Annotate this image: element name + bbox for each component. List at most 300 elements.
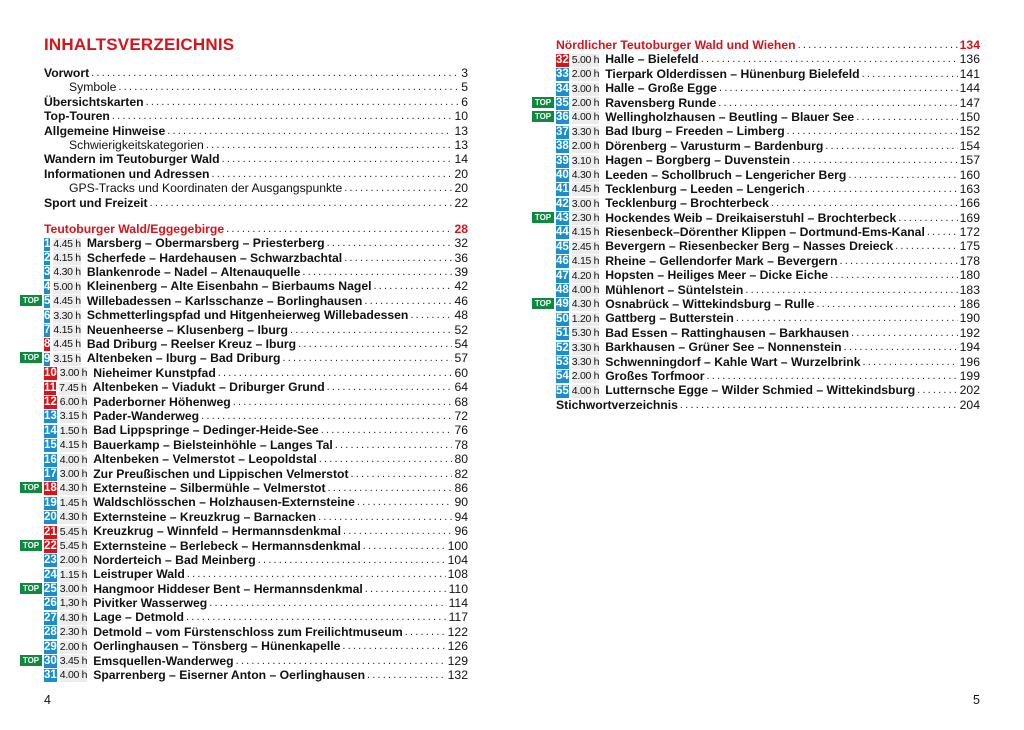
leader-dots [328, 481, 453, 495]
top-tour-badge: TOP [20, 295, 42, 306]
tour-number: 12 [44, 396, 57, 408]
tour-number: 39 [556, 154, 569, 167]
tour-entry[interactable] [556, 355, 980, 369]
tour-duration: 3.00 h [571, 82, 600, 95]
toc-entry[interactable] [44, 138, 468, 152]
entry-page: 6 [461, 94, 468, 109]
tour-name: Neuenheerse – Klusenberg – Iburg [86, 322, 288, 337]
leader-dots [863, 355, 958, 369]
toc-entry[interactable] [44, 80, 468, 94]
tour-entry[interactable] [44, 452, 468, 466]
tour-entry[interactable] [44, 366, 468, 380]
tour-duration: 4.30 h [59, 511, 88, 524]
tour-number: 8 [44, 338, 51, 351]
tour-number: 31 [44, 669, 57, 682]
leader-dots [856, 110, 957, 124]
leader-dots [218, 366, 453, 380]
toc-entry[interactable] [44, 196, 468, 210]
tour-duration: 4.15 h [59, 439, 88, 452]
tour-name: Tecklenburg – Brochterbeck [605, 196, 769, 211]
leader-dots [848, 168, 957, 182]
tour-page: 104 [447, 552, 468, 567]
leader-dots [150, 196, 453, 210]
top-tour-badge: TOP [20, 540, 42, 551]
tour-entry[interactable] [556, 196, 980, 210]
tour-number: 48 [556, 284, 569, 297]
tour-page: 160 [959, 167, 980, 182]
tour-number: 28 [44, 626, 57, 639]
tour-name: Hopsten – Heiliges Meer – Dicke Eiche [605, 268, 829, 283]
tour-duration: 2.45 h [571, 240, 600, 253]
leader-dots [344, 251, 452, 265]
tour-number: 38 [556, 140, 569, 153]
tour-entry[interactable] [534, 109, 980, 124]
leader-dots [363, 539, 446, 553]
tour-page: 52 [454, 322, 468, 337]
tour-duration: 4.45 h [571, 183, 600, 196]
tour-entry[interactable] [556, 168, 980, 182]
tour-entry[interactable] [556, 153, 980, 167]
leader-dots [736, 311, 958, 325]
tour-entry[interactable] [44, 495, 468, 509]
tour-duration: 4.00 h [571, 284, 600, 297]
toc-entry[interactable] [44, 124, 468, 138]
tour-entry[interactable] [556, 326, 980, 340]
tour-duration: 4.00 h [59, 669, 88, 682]
tour-entry[interactable] [556, 182, 980, 196]
tour-name: Hangmoor Hiddeser Bent – Hermannsdenkmal [93, 581, 363, 596]
leader-dots [357, 495, 453, 509]
tour-number: 40 [556, 168, 569, 181]
tour-duration: 3.00 h [59, 367, 88, 380]
tour-duration: 3.45 h [59, 655, 88, 668]
tour-page: 190 [959, 311, 980, 326]
tour-entry[interactable] [44, 380, 468, 394]
tour-page: 68 [454, 394, 468, 409]
tour-entry[interactable] [44, 337, 468, 351]
leader-dots [343, 524, 452, 538]
tour-page: 48 [454, 308, 468, 323]
leader-dots [365, 582, 447, 596]
tour-name: Pivitker Wasserweg [93, 596, 208, 611]
tour-entry[interactable] [22, 293, 468, 308]
tour-entry[interactable] [556, 340, 980, 354]
tour-number: 1 [44, 237, 51, 250]
tour-entry[interactable] [44, 553, 468, 567]
toc-entry[interactable] [44, 66, 468, 80]
tour-page: 72 [454, 408, 468, 423]
entry-page: 204 [959, 397, 980, 412]
tour-name: Sparrenberg – Eiserner Anton – Oerlinghausen [93, 668, 366, 683]
tour-duration: 2.30 h [59, 626, 88, 639]
tour-number: 36 [556, 111, 569, 124]
entry-page: 20 [454, 166, 468, 181]
tour-number: 52 [556, 341, 569, 354]
tour-number: 14 [44, 424, 57, 437]
tour-entry[interactable] [556, 139, 980, 153]
tour-entry[interactable] [44, 279, 468, 293]
entry-title: Teutoburger Wald/Eggegebirge [44, 221, 225, 236]
tour-page: 100 [447, 538, 468, 553]
tour-number: 24 [44, 568, 57, 581]
entry-page: 5 [461, 80, 468, 95]
right-toc-list [534, 38, 980, 412]
tour-duration: 1.50 h [59, 424, 88, 437]
page-number-right: 5 [973, 693, 980, 707]
leader-dots [816, 297, 957, 311]
leader-dots [771, 196, 958, 210]
tour-page: 157 [959, 153, 980, 168]
tour-duration: 4.45 h [53, 338, 81, 351]
tour-entry[interactable] [556, 369, 980, 383]
top-tour-badge: TOP [20, 655, 42, 666]
tour-duration: 3.30 h [571, 356, 600, 368]
page-number-left: 4 [44, 693, 51, 707]
tour-page: 60 [454, 365, 468, 380]
leader-dots [745, 283, 957, 297]
tour-entry[interactable] [44, 510, 468, 524]
tour-number: 13 [44, 410, 57, 423]
tour-page: 110 [448, 581, 468, 596]
leader-dots [840, 254, 958, 268]
tour-number: 47 [556, 269, 569, 282]
tour-number: 32 [556, 53, 569, 66]
tour-entry[interactable] [44, 438, 468, 452]
leader-dots [364, 294, 452, 308]
tour-entry[interactable] [556, 283, 980, 297]
leader-dots [209, 596, 446, 610]
tour-entry[interactable] [44, 308, 468, 322]
tour-name: Bauerkamp – Bielsteinhöhle – Langes Tal [93, 437, 333, 452]
tour-duration: 4.15 h [571, 226, 600, 239]
leader-dots [917, 383, 958, 397]
leader-dots [298, 337, 452, 351]
tour-page: 82 [454, 466, 468, 481]
tour-entry[interactable] [44, 567, 468, 581]
tour-number: 26 [44, 597, 57, 610]
tour-entry[interactable] [534, 95, 980, 110]
tour-entry[interactable] [556, 239, 980, 253]
tour-number: 22 [44, 539, 57, 552]
tour-entry[interactable] [556, 383, 980, 397]
leader-dots [211, 167, 452, 181]
tour-name: Ravensberg Runde [605, 95, 717, 110]
leader-dots [851, 326, 958, 340]
tour-name: Blankenrode – Nadel – Altenauquelle [86, 265, 301, 280]
tour-name: Paderborner Höhenweg [93, 394, 231, 409]
tour-entry[interactable] [556, 124, 980, 138]
tour-number: 51 [556, 327, 569, 340]
leader-dots [186, 610, 447, 624]
tour-name: Bad Driburg – Reelser Kreuz – Iburg [86, 337, 297, 352]
tour-page: 36 [454, 250, 468, 265]
tour-duration: 3.10 h [571, 154, 600, 167]
tour-name: Externsteine – Kreuzkrug – Barnacken [93, 509, 317, 524]
leader-dots [680, 398, 958, 412]
entry-page: 14 [454, 152, 468, 167]
entry-page: 3 [461, 66, 468, 80]
leader-dots [718, 96, 957, 110]
tour-page: 183 [959, 282, 980, 297]
leader-dots [895, 239, 958, 253]
tour-number: 37 [556, 125, 569, 138]
toc-title: INHALTSVERZEICHNIS [44, 35, 235, 54]
leader-dots [335, 438, 453, 452]
tour-name: Halle – Bielefeld [605, 52, 699, 67]
tour-number: 23 [44, 554, 57, 567]
tour-number: 34 [556, 82, 569, 95]
toc-entry[interactable] [44, 152, 468, 166]
leader-dots [226, 222, 452, 236]
tour-name: Rheine – Gellendorfer Mark – Bevergern [605, 253, 838, 268]
toc-entry[interactable] [44, 95, 468, 109]
tour-duration: 1.15 h [59, 568, 88, 581]
tour-duration: 4.30 h [571, 298, 600, 311]
tour-duration: 2.00 h [59, 640, 88, 653]
toc-entry[interactable] [44, 181, 468, 195]
tour-page: 194 [959, 340, 980, 355]
tour-number: 44 [556, 226, 569, 239]
entry-title: Nördlicher Teutoburger Wald und Wiehen [556, 38, 796, 52]
tour-number: 19 [44, 496, 57, 509]
tour-number: 53 [556, 356, 569, 368]
tour-page: 154 [959, 138, 980, 153]
top-tour-badge: TOP [532, 111, 554, 122]
entry-title: Allgemeine Hinweise [44, 123, 166, 138]
toc-entry[interactable] [44, 109, 468, 123]
tour-name: Bad Iburg – Freeden – Limberg [605, 124, 785, 139]
leader-dots [927, 225, 958, 239]
tour-duration: 4.20 h [571, 269, 600, 282]
tour-number: 49 [556, 298, 569, 311]
tour-number: 50 [556, 312, 569, 325]
entry-title: Schwierigkeitskategorien [44, 138, 206, 152]
tour-duration: 2.00 h [571, 140, 600, 153]
tour-name: Norderteich – Bad Meinberg [93, 552, 256, 567]
tour-entry[interactable] [534, 297, 980, 312]
tour-entry[interactable] [556, 52, 980, 66]
tour-name: Waldschlösschen – Holzhausen-Externsteine [93, 495, 355, 510]
tour-duration: 5.45 h [59, 525, 88, 538]
tour-name: Bevergern – Riesenbecker Berg – Nasses Dreieck [605, 239, 894, 254]
leader-dots [825, 139, 957, 153]
tour-entry[interactable] [44, 265, 468, 279]
tour-number: 55 [556, 384, 569, 397]
leader-dots [410, 308, 452, 322]
tour-entry[interactable] [44, 596, 468, 610]
tour-duration: 3.30 h [571, 341, 600, 354]
tour-name: Externsteine – Silbermühle – Velmerstot [93, 480, 326, 495]
leader-dots [167, 124, 452, 138]
tour-page: 96 [454, 524, 468, 539]
leader-dots [112, 109, 453, 123]
leader-dots [233, 395, 453, 409]
tour-page: 57 [454, 351, 468, 366]
tour-number: 7 [44, 324, 51, 337]
tour-name: Riesenbeck–Dörenther Klippen – Dortmund-Ems-Kanal [605, 225, 925, 240]
tour-page: 64 [454, 380, 468, 395]
tour-duration: 4.30 h [59, 482, 88, 495]
tour-page: 46 [454, 293, 468, 308]
tour-number: 29 [44, 640, 57, 653]
leader-dots [319, 452, 453, 466]
tour-entry[interactable] [44, 409, 468, 423]
tour-page: 126 [447, 639, 468, 654]
leader-dots [405, 625, 446, 639]
tour-name: Marsberg – Obermarsberg – Priesterberg [86, 236, 325, 251]
leader-dots [798, 38, 958, 52]
leader-dots [792, 153, 958, 167]
top-tour-badge: TOP [532, 97, 554, 108]
top-tour-badge: TOP [20, 352, 42, 363]
tour-duration: 5.45 h [59, 539, 88, 552]
tour-duration: 3.00 h [59, 467, 88, 480]
tour-entry[interactable] [44, 395, 468, 409]
tour-number: 2 [44, 252, 51, 265]
tour-name: Altenbeken – Iburg – Bad Driburg [86, 351, 281, 366]
tour-number: 45 [556, 240, 569, 253]
tour-number: 33 [556, 68, 569, 81]
tour-number: 25 [44, 583, 57, 596]
tour-duration: 4.30 h [59, 611, 88, 624]
tour-duration: 3.30 h [53, 309, 81, 322]
tour-page: 199 [959, 368, 980, 383]
tour-entry[interactable] [44, 639, 468, 653]
tour-page: 202 [959, 383, 980, 398]
tour-entry[interactable] [556, 81, 980, 95]
tour-name: Hagen – Borgberg – Duvenstein [605, 153, 791, 168]
leader-dots [807, 182, 958, 196]
tour-name: Dörenberg – Varusturm – Bardenburg [605, 138, 824, 153]
tour-number: 6 [44, 309, 51, 322]
tour-entry[interactable] [44, 610, 468, 624]
tour-duration: 3.15 h [59, 410, 88, 423]
tour-entry[interactable] [534, 210, 980, 225]
section-heading[interactable] [556, 38, 980, 52]
tour-entry[interactable] [556, 268, 980, 282]
tour-duration: 2.00 h [59, 554, 88, 567]
entry-page: 20 [454, 181, 468, 196]
tour-page: 186 [959, 297, 980, 312]
tour-name: Altenbeken – Velmerstot – Leopoldstal [93, 452, 317, 467]
tour-number: 4 [44, 280, 51, 293]
leader-dots [707, 369, 958, 383]
entry-page: 28 [454, 221, 468, 236]
tour-name: Leistruper Wald [93, 567, 185, 582]
tour-duration: 2.00 h [571, 96, 600, 109]
tour-entry[interactable] [556, 311, 980, 325]
tour-entry[interactable] [44, 323, 468, 337]
tour-page: 180 [959, 268, 980, 283]
entry-title: GPS-Tracks und Koordinaten der Ausgangspunkte [44, 181, 344, 195]
tour-number: 42 [556, 197, 569, 210]
tour-duration: 1.20 h [571, 312, 600, 325]
tour-name: Lutternsche Egge – Wilder Schmied – Wittekindsburg [605, 383, 916, 398]
tour-name: Mühlenort – Süntelstein [605, 282, 744, 297]
tour-page: 147 [959, 95, 980, 110]
tour-duration: 3.00 h [59, 583, 88, 596]
leader-dots [321, 423, 453, 437]
tour-duration: 6.00 h [59, 396, 88, 408]
top-tour-badge: TOP [532, 298, 554, 309]
tour-page: 32 [454, 236, 468, 251]
tour-entry[interactable] [44, 423, 468, 437]
tour-duration: 1,30 h [59, 597, 88, 610]
tour-duration: 5.00 h [571, 53, 600, 66]
tour-page: 144 [959, 81, 980, 96]
tour-page: 163 [959, 181, 980, 196]
tour-number: 41 [556, 183, 569, 196]
tour-page: 117 [448, 610, 468, 625]
tour-number: 43 [556, 212, 569, 225]
tour-name: Leeden – Schollbruch – Lengericher Berg [605, 167, 847, 182]
entry-title: Vorwort [44, 66, 90, 80]
tour-entry[interactable] [22, 480, 468, 495]
tour-page: 136 [959, 52, 980, 67]
tour-name: Barkhausen – Grüner See – Nonnenstein [605, 340, 842, 355]
tour-entry[interactable] [556, 67, 980, 81]
tour-entry[interactable] [22, 653, 468, 668]
tour-duration: 4.15 h [571, 255, 600, 268]
tour-name: Willebadessen – Karlsschanze – Borlinghausen [86, 293, 363, 308]
tour-name: Pader-Wanderweg [93, 408, 200, 423]
tour-duration: 1.45 h [59, 496, 88, 509]
tour-duration: 3.00 h [571, 197, 600, 210]
leader-dots [327, 236, 453, 250]
tour-entry[interactable] [44, 668, 468, 682]
tour-entry[interactable] [44, 625, 468, 639]
section-heading[interactable] [44, 222, 468, 236]
leader-dots [830, 268, 958, 282]
leader-dots [302, 265, 452, 279]
tour-entry[interactable] [556, 225, 980, 239]
tour-number: 10 [44, 367, 57, 380]
tour-page: 114 [448, 596, 468, 611]
tour-page: 169 [959, 210, 980, 225]
leader-dots [327, 380, 453, 394]
leader-dots [701, 52, 958, 66]
top-tour-badge: TOP [532, 212, 554, 223]
entry-title: Stichwortverzeichnis [556, 397, 678, 412]
tour-entry[interactable] [44, 467, 468, 481]
right-page [512, 0, 1024, 730]
tour-duration: 4.15 h [53, 252, 81, 265]
tour-page: 150 [959, 109, 980, 124]
tour-entry[interactable] [22, 538, 468, 553]
toc-entry[interactable] [44, 167, 468, 181]
tour-page: 175 [959, 239, 980, 254]
tour-page: 90 [454, 495, 468, 510]
tour-entry[interactable] [44, 236, 468, 250]
entry-title: Symbole [44, 80, 118, 94]
tour-entry[interactable] [22, 581, 468, 596]
tour-name: Externsteine – Berlebeck – Hermannsdenkmal [93, 538, 361, 553]
leader-dots [898, 211, 957, 225]
tour-entry[interactable] [556, 254, 980, 268]
tour-entry[interactable] [22, 351, 468, 366]
tour-entry[interactable] [44, 251, 468, 265]
tour-entry[interactable] [44, 524, 468, 538]
tour-name: Wellingholzhausen – Beutling – Blauer See [605, 109, 855, 124]
tour-page: 80 [454, 452, 468, 467]
tour-name: Bad Lippspringe – Dedinger-Heide-See [93, 423, 319, 438]
entry-page: 10 [454, 109, 468, 124]
toc-entry[interactable] [556, 398, 980, 412]
tour-duration: 4.00 h [571, 111, 600, 124]
tour-duration: 5.00 h [53, 280, 81, 293]
leader-dots [222, 152, 453, 166]
tour-name: Emsquellen-Wanderweg [93, 653, 234, 668]
